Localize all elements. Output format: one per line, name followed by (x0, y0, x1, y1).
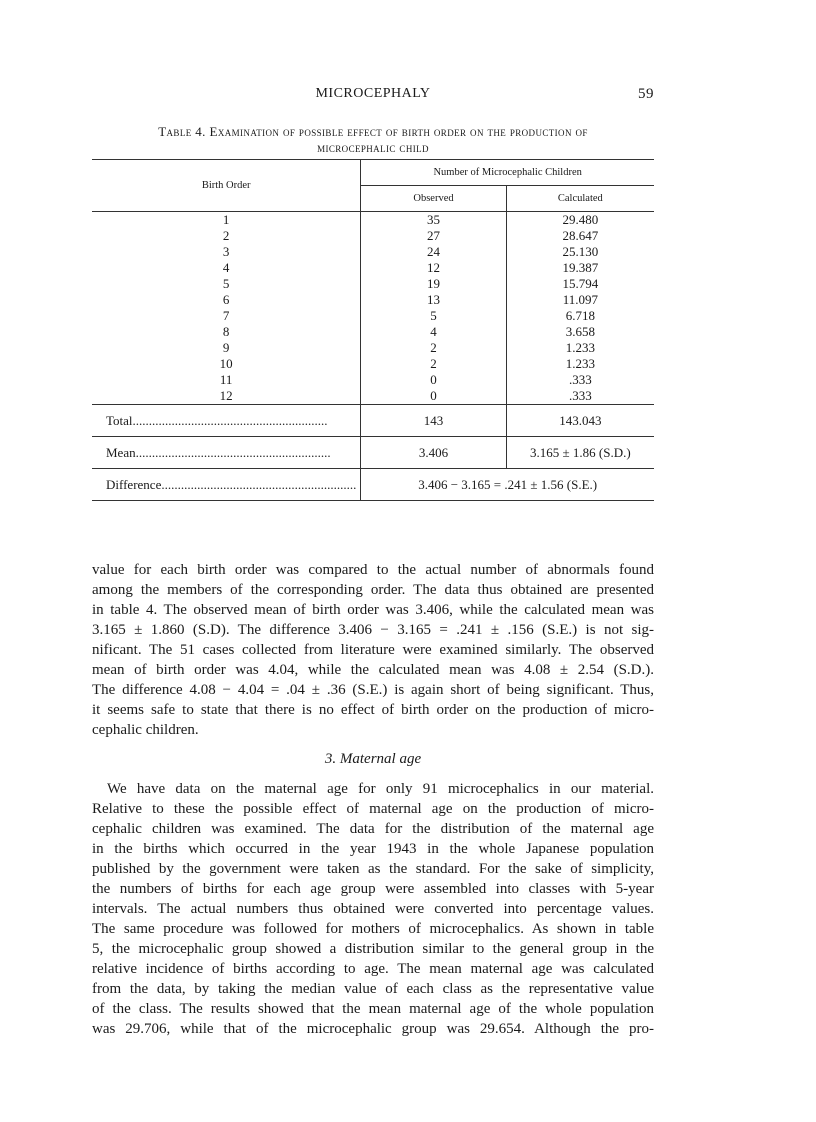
calculated-cell: .333 (506, 388, 654, 405)
birth-order-cell: 5 (222, 276, 230, 291)
difference-value: 3.406 − 3.165 = .241 ± 1.56 (S.E.) (361, 469, 654, 501)
calculated-cell: 1.233 (506, 340, 654, 356)
body-text (92, 560, 654, 1039)
text-line: mean of birth order was 4.04, while the calculated mean was 4.08 ± 2.54 (S.D.). (92, 662, 654, 678)
table-row (92, 276, 654, 292)
observed-cell: 2 (361, 356, 506, 372)
running-title: MICROCEPHALY (315, 86, 431, 101)
text-line: of the class. The results showed that the mean maternal age of the whole population (92, 1001, 654, 1017)
table-caption (92, 124, 654, 156)
text-line: intervals. The actual numbers thus obtained were converted into percentage values. (92, 901, 654, 917)
table-row (92, 308, 654, 324)
text-line: the numbers of births for each age group were assembled into classes with 5-year (92, 881, 654, 897)
birth-order-cell: 10 (219, 356, 233, 371)
table-caption-line-2: microcephalic child (317, 140, 429, 155)
page-header (92, 86, 654, 104)
text-line: The same procedure was followed for mothers of microcephalics. As shown in table (92, 921, 654, 937)
table-row (92, 324, 654, 340)
observed-cell: 19 (361, 276, 506, 292)
total-label: Total............................................................ (106, 412, 328, 428)
text-line: was 29.706, while that of the microcephalic group was 29.654. Although the pro- (92, 1021, 654, 1037)
header-calculated: Calculated (506, 186, 654, 212)
calculated-cell: 19.387 (506, 260, 654, 276)
birth-order-cell: 9 (222, 340, 230, 355)
mean-observed: 3.406 (361, 437, 506, 469)
table-row (92, 372, 654, 388)
observed-cell: 4 (361, 324, 506, 340)
text-line: cephalic children. (92, 722, 199, 738)
birth-order-cell: 6 (222, 292, 230, 307)
text-line: We have data on the maternal age for only 91 microcephalics in our material. (107, 781, 654, 797)
calculated-cell: .333 (506, 372, 654, 388)
mean-row (92, 437, 654, 469)
calculated-cell: 29.480 (506, 212, 654, 229)
table-row (92, 228, 654, 244)
table-row (92, 356, 654, 372)
calculated-cell: 15.794 (506, 276, 654, 292)
calculated-cell: 11.097 (506, 292, 654, 308)
table-row (92, 388, 654, 405)
difference-row (92, 469, 654, 501)
mean-label: Mean............................................................ (106, 444, 331, 460)
text-line: 3.165 ± 1.860 (S.D). The difference 3.406 − 3.165 = .241 ± .156 (S.E.) is not sig- (92, 622, 654, 638)
observed-cell: 5 (361, 308, 506, 324)
total-calculated: 143.043 (506, 405, 654, 437)
birth-order-cell: 1 (222, 212, 230, 227)
birth-order-cell: 11 (219, 372, 233, 387)
text-line: in table 4. The observed mean of birth order was 3.406, while the calculated mean was (92, 602, 654, 618)
birth-order-table (92, 159, 654, 501)
total-observed: 143 (361, 405, 506, 437)
birth-order-cell: 4 (222, 260, 230, 275)
calculated-cell: 1.233 (506, 356, 654, 372)
birth-order-cell: 3 (222, 244, 230, 259)
birth-order-cell: 7 (222, 308, 230, 323)
text-line: The difference 4.08 − 4.04 = .04 ± .36 (S.E.) is again short of being significant. Thus, (92, 682, 654, 698)
text-line: from the data, by taking the median value of each class as the representative value (92, 981, 654, 997)
observed-cell: 35 (361, 212, 506, 229)
difference-label-cell (92, 469, 361, 501)
mean-label-cell (92, 437, 361, 469)
observed-cell: 27 (361, 228, 506, 244)
header-observed: Observed (361, 186, 506, 212)
calculated-cell: 6.718 (506, 308, 654, 324)
birth-order-cell: 2 (222, 228, 230, 243)
text-line: relative incidence of births according to age. The mean maternal age was calculated (92, 961, 654, 977)
text-line: nificant. The 51 cases collected from literature were examined similarly. The observed (92, 642, 654, 658)
text-line: published by the government were taken as the standard. For the sake of simplicity, (92, 861, 654, 877)
text-line: it seems safe to state that there is no effect of birth order on the production of micro- (92, 702, 654, 718)
observed-cell: 24 (361, 244, 506, 260)
text-line: value for each birth order was compared to the actual number of abnormals found (92, 562, 654, 578)
text-line: 5, the microcephalic group showed a distribution similar to the general group in the (92, 941, 654, 957)
paragraph-maternal-age (92, 779, 654, 1039)
observed-cell: 0 (361, 388, 506, 405)
table-row (92, 260, 654, 276)
table-row (92, 292, 654, 308)
birth-order-cell: 8 (222, 324, 230, 339)
calculated-cell: 28.647 (506, 228, 654, 244)
table-row (92, 212, 654, 229)
observed-cell: 13 (361, 292, 506, 308)
text-line: in the births which occurred in the year 1943 in the whole Japanese population (92, 841, 654, 857)
page-number: 59 (638, 86, 654, 102)
section-title: 3. Maternal age (324, 751, 422, 767)
observed-cell: 2 (361, 340, 506, 356)
total-row (92, 405, 654, 437)
calculated-cell: 25.130 (506, 244, 654, 260)
paragraph-birth-order (92, 560, 654, 740)
observed-cell: 0 (361, 372, 506, 388)
total-label-cell (92, 405, 361, 437)
table-row (92, 244, 654, 260)
header-birth-order: Birth Order (92, 160, 361, 212)
calculated-cell: 3.658 (506, 324, 654, 340)
text-line: among the members of the corresponding order. The data thus obtained are presented (92, 582, 654, 598)
table-caption-line-1: Table 4. Examination of possible effect of birth order on the production of (158, 124, 588, 139)
text-line: cephalic children was examined. The data for the distribution of the maternal age (92, 821, 654, 837)
table-row (92, 340, 654, 356)
table-body (92, 212, 654, 405)
birth-order-cell: 12 (219, 388, 233, 403)
header-number-of-children: Number of Microcephalic Children (361, 160, 654, 186)
observed-cell: 12 (361, 260, 506, 276)
mean-calculated: 3.165 ± 1.86 (S.D.) (506, 437, 654, 469)
difference-label: Difference............................................................ (106, 476, 357, 492)
text-line: Relative to these the possible effect of maternal age on the production of micro- (92, 801, 654, 817)
